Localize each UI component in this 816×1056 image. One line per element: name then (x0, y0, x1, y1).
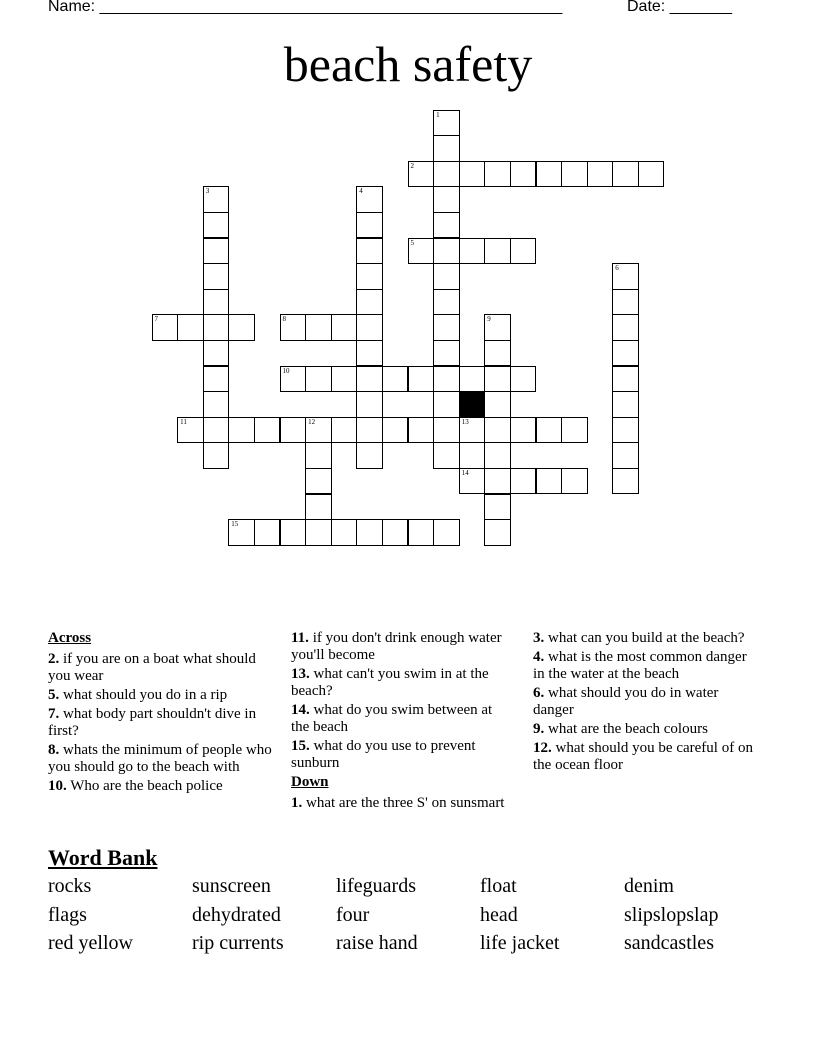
grid-cell[interactable] (459, 366, 486, 393)
grid-cell[interactable] (356, 238, 383, 265)
name-label: Name: (48, 0, 96, 15)
word-bank-word: head (480, 904, 518, 926)
grid-cell[interactable] (484, 391, 511, 418)
grid-cell[interactable] (228, 314, 255, 341)
grid-cell[interactable] (433, 442, 460, 469)
grid-number: 3 (205, 187, 210, 196)
grid-cell[interactable] (331, 366, 358, 393)
word-bank-word: rocks (48, 875, 92, 897)
clue-down-12: 12. what should you be careful of on the ocean floor (533, 740, 753, 773)
grid-cell[interactable] (331, 314, 358, 341)
word-bank-title: Word Bank (48, 845, 158, 870)
grid-cell[interactable] (203, 238, 230, 265)
down-heading: Down (291, 774, 329, 790)
grid-cell[interactable] (561, 417, 588, 444)
grid-cell[interactable] (228, 519, 255, 546)
grid-cell[interactable] (408, 417, 435, 444)
grid-cell[interactable] (536, 417, 563, 444)
date-label: Date: (627, 0, 666, 15)
grid-cell[interactable] (382, 519, 409, 546)
clues-column-2 (291, 630, 507, 814)
grid-number: 8 (282, 315, 286, 324)
grid-cell[interactable] (510, 161, 537, 188)
grid-cell[interactable] (612, 442, 639, 469)
word-bank-word: dehydrated (192, 904, 281, 926)
grid-cell[interactable] (612, 391, 639, 418)
grid-cell[interactable] (510, 468, 537, 495)
grid-cell[interactable] (433, 366, 460, 393)
clue-across-15: 15. what do you use to prevent sunburn (291, 738, 476, 771)
grid-cell[interactable] (433, 212, 460, 239)
grid-cell[interactable] (484, 161, 511, 188)
clue-across-11: 11. if you don't drink enough water you'll become (291, 630, 502, 663)
grid-cell[interactable] (280, 314, 307, 341)
grid-cell[interactable] (433, 289, 460, 316)
grid-cell[interactable] (203, 212, 230, 239)
grid-cell[interactable] (408, 238, 435, 265)
clue-across-10: 10. Who are the beach police (48, 778, 223, 794)
page-title: beach safety (283, 36, 533, 92)
grid-cell[interactable] (484, 314, 511, 341)
grid-cell[interactable] (484, 340, 511, 367)
grid-cell[interactable] (254, 519, 281, 546)
grid-number: 12 (308, 417, 316, 426)
grid-number: 15 (231, 520, 239, 529)
grid-number: 2 (410, 161, 414, 170)
clue-across-5: 5. what should you do in a rip (48, 687, 228, 703)
grid-cell[interactable] (228, 417, 255, 444)
grid-cell[interactable] (305, 494, 332, 521)
grid-cell[interactable] (459, 417, 486, 444)
grid-cell[interactable] (612, 314, 639, 341)
grid-cell[interactable] (356, 263, 383, 290)
word-bank-word: float (480, 875, 517, 897)
black-square (459, 391, 486, 418)
grid-cell[interactable] (203, 186, 230, 213)
grid-cell[interactable] (612, 263, 639, 290)
grid-cell[interactable] (587, 161, 614, 188)
word-bank-word: red yellow (48, 932, 133, 954)
grid-cell[interactable] (203, 391, 230, 418)
grid-cell[interactable] (177, 417, 204, 444)
grid-cell[interactable] (433, 263, 460, 290)
clue-down-1: 1. what are the three S' on sunsmart (291, 795, 505, 811)
grid-cell[interactable] (561, 468, 588, 495)
grid-cell[interactable] (484, 494, 511, 521)
grid-cell[interactable] (203, 442, 230, 469)
grid-cell[interactable] (484, 417, 511, 444)
grid-cell[interactable] (356, 366, 383, 393)
clue-down-3: 3. what can you build at the beach? (533, 630, 745, 646)
clue-across-7: 7. what body part shouldn't dive in first? (48, 706, 257, 739)
grid-cell[interactable] (484, 468, 511, 495)
grid-number: 1 (436, 110, 440, 119)
grid-cell[interactable] (382, 366, 409, 393)
grid-cell[interactable] (356, 519, 383, 546)
grid-number: 11 (180, 417, 187, 426)
grid-cell[interactable] (382, 417, 409, 444)
word-bank-word: four (336, 904, 370, 926)
grid-cell[interactable] (484, 442, 511, 469)
grid-cell[interactable] (203, 314, 230, 341)
grid-cell[interactable] (433, 417, 460, 444)
grid-cell[interactable] (356, 289, 383, 316)
grid-number: 6 (615, 264, 619, 273)
clue-down-4: 4. what is the most common danger in the water at the beach (533, 649, 747, 682)
grid-cell[interactable] (356, 340, 383, 367)
grid-cell[interactable] (433, 519, 460, 546)
grid-cell[interactable] (408, 161, 435, 188)
word-bank-word: raise hand (336, 932, 418, 954)
clues-column-3 (533, 630, 755, 776)
word-bank-word: denim (624, 875, 674, 897)
grid-cell[interactable] (433, 391, 460, 418)
grid-cell[interactable] (459, 468, 486, 495)
grid-cell[interactable] (612, 289, 639, 316)
grid-cell[interactable] (408, 519, 435, 546)
grid-cell[interactable] (356, 391, 383, 418)
grid-cell[interactable] (203, 417, 230, 444)
word-bank-word: flags (48, 904, 87, 926)
grid-cell[interactable] (203, 289, 230, 316)
grid-cell[interactable] (152, 314, 179, 341)
grid-cell[interactable] (280, 519, 307, 546)
grid-cell[interactable] (561, 161, 588, 188)
grid-number: 10 (282, 366, 290, 375)
grid-cell[interactable] (305, 417, 332, 444)
word-bank-word: sandcastles (624, 932, 714, 954)
grid-cell[interactable] (356, 186, 383, 213)
clues-column-1 (48, 630, 276, 797)
grid-number: 13 (461, 417, 469, 426)
grid-cell[interactable] (356, 314, 383, 341)
grid-number: 7 (154, 315, 158, 324)
word-bank-word: rip currents (192, 932, 284, 954)
grid-cell[interactable] (305, 366, 332, 393)
grid-cell[interactable] (612, 366, 639, 393)
grid-cell[interactable] (305, 468, 332, 495)
clue-down-9: 9. what are the beach colours (533, 721, 708, 737)
grid-cell[interactable] (612, 340, 639, 367)
grid-cell[interactable] (177, 314, 204, 341)
grid-cell[interactable] (459, 161, 486, 188)
across-heading: Across (48, 630, 92, 646)
grid-cell[interactable] (510, 417, 537, 444)
date-blank: _______ (669, 0, 732, 15)
grid-cell[interactable] (433, 110, 460, 137)
grid-cell[interactable] (356, 442, 383, 469)
clue-across-2: 2. if you are on a boat what should you wear (48, 651, 256, 684)
grid-cell[interactable] (280, 417, 307, 444)
grid-number: 5 (410, 238, 414, 247)
grid-cell[interactable] (433, 161, 460, 188)
clue-down-6: 6. what should you do in water danger (533, 685, 719, 718)
word-bank-word: lifeguards (336, 875, 416, 897)
grid-cell[interactable] (305, 314, 332, 341)
grid-cell[interactable] (356, 212, 383, 239)
name-blank: ____________________________________________________ (99, 0, 563, 15)
grid-cell[interactable] (433, 238, 460, 265)
grid-cell[interactable] (510, 238, 537, 265)
grid-cell[interactable] (612, 417, 639, 444)
grid-cell[interactable] (459, 238, 486, 265)
grid-cell[interactable] (305, 519, 332, 546)
word-bank-word: life jacket (480, 932, 560, 954)
grid-number: 14 (461, 468, 469, 477)
grid-cell[interactable] (536, 161, 563, 188)
grid-cell[interactable] (408, 366, 435, 393)
grid-cell[interactable] (612, 161, 639, 188)
grid-cell[interactable] (280, 366, 307, 393)
grid-cell[interactable] (433, 314, 460, 341)
grid-cell[interactable] (331, 519, 358, 546)
clue-across-8: 8. whats the minimum of people who you should go to the beach with (48, 742, 272, 775)
grid-cell[interactable] (433, 186, 460, 213)
clue-across-13: 13. what can't you swim in at the beach? (291, 666, 489, 699)
grid-cell[interactable] (203, 263, 230, 290)
grid-number: 9 (487, 315, 491, 324)
grid-cell[interactable] (433, 340, 460, 367)
grid-cell[interactable] (484, 238, 511, 265)
grid-cell[interactable] (203, 340, 230, 367)
grid-cell[interactable] (254, 417, 281, 444)
grid-cell[interactable] (510, 366, 537, 393)
grid-cell[interactable] (356, 417, 383, 444)
grid-cell[interactable] (536, 468, 563, 495)
grid-cell[interactable] (305, 442, 332, 469)
grid-cell[interactable] (484, 519, 511, 546)
word-bank-word: slipslopslap (624, 904, 719, 926)
grid-number: 4 (359, 187, 363, 196)
grid-cell[interactable] (203, 366, 230, 393)
clue-across-14: 14. what do you swim between at the beach (291, 702, 493, 735)
word-bank-word: sunscreen (192, 875, 271, 897)
grid-cell[interactable] (638, 161, 665, 188)
grid-cell[interactable] (433, 135, 460, 162)
grid-cell[interactable] (331, 417, 358, 444)
grid-cell[interactable] (484, 366, 511, 393)
grid-cell[interactable] (612, 468, 639, 495)
